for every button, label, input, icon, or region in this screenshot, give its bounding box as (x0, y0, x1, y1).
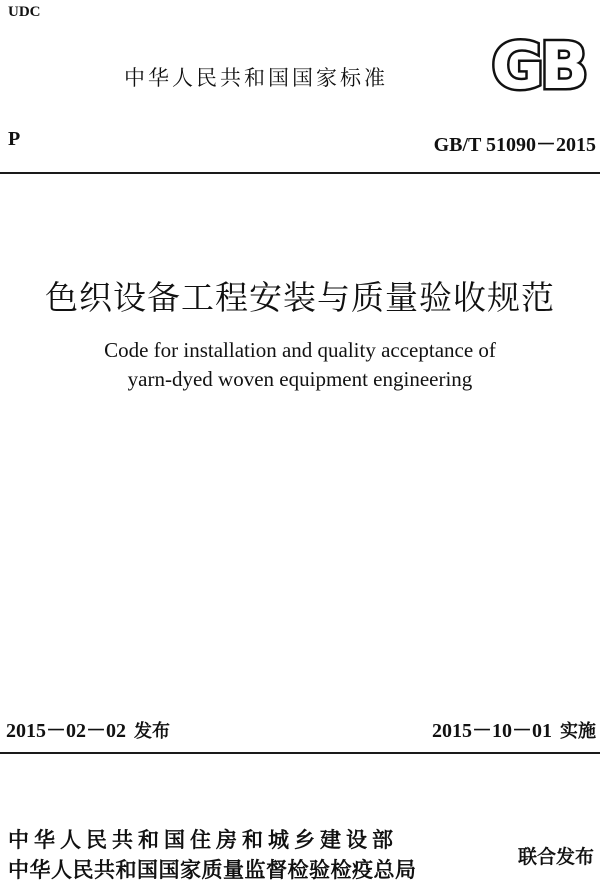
title-english-line1: Code for installation and quality acceptance of (104, 338, 496, 362)
gb-logo-text: GB (491, 30, 585, 94)
top-divider (0, 172, 600, 174)
joint-issue-label: 联合发布 (517, 846, 594, 868)
issue-date: 2015－02－02 (6, 720, 126, 742)
implement-date-block (432, 714, 596, 743)
issuer-quality-administration: 中华人民共和国国家质量监督检验检疫总局 (8, 858, 417, 882)
implement-date: 2015－10－01 (432, 720, 552, 742)
issue-label: 发布 (134, 721, 170, 742)
issue-date-block (6, 714, 170, 743)
udc-label: UDC (8, 4, 41, 20)
title-english-line2: yarn-dyed woven equipment engineering (127, 367, 473, 391)
national-standard-heading: 中华人民共和国国家标准 (124, 66, 388, 90)
category-code: P (8, 128, 21, 150)
title-chinese: 色织设备工程安装与质量验收规范 (45, 278, 555, 317)
standard-number: GB/T 51090－2015 (433, 134, 596, 156)
issuer-housing-ministry: 中华人民共和国住房和城乡建设部 (8, 828, 398, 852)
bottom-divider (0, 752, 600, 754)
gb-logo (482, 30, 594, 94)
implement-label: 实施 (560, 721, 596, 742)
